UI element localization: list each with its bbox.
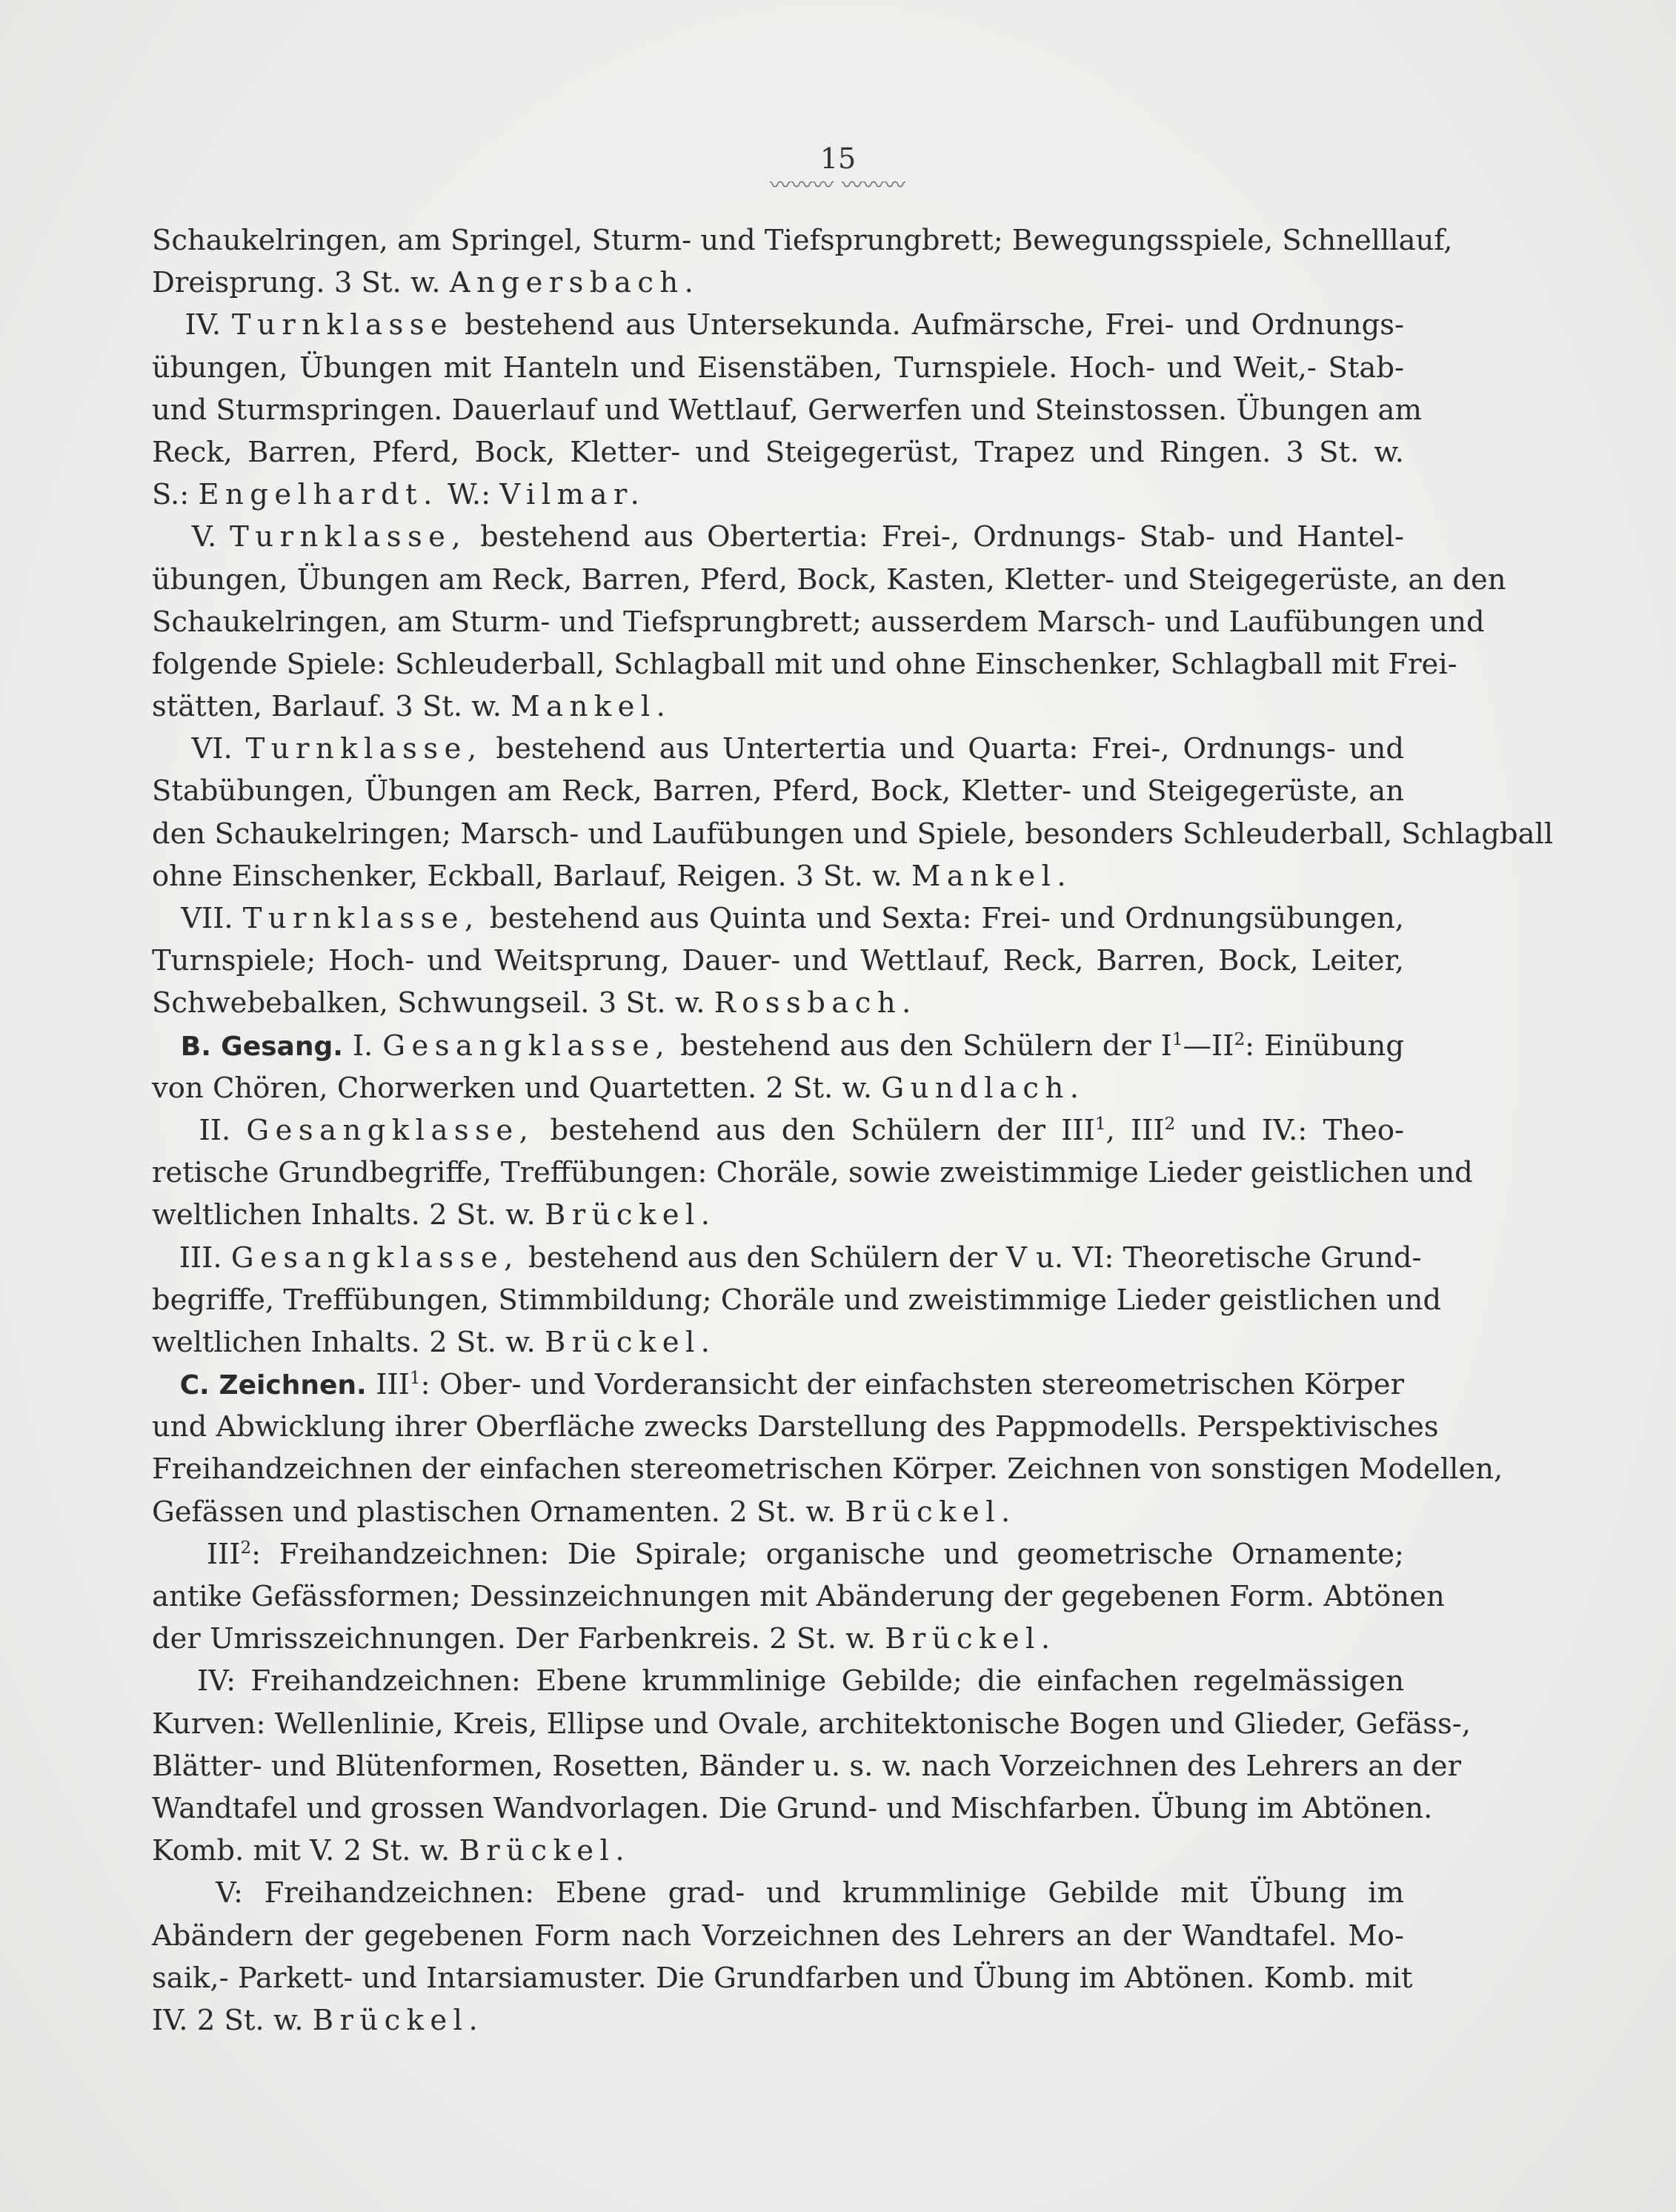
paragraph-zeichnen-iv: IV: Freihandzeichnen: Ebene krummlinige Gebilde; die einfachen regelmässigen xyxy=(196,1664,1405,1698)
text-line: Stabübungen, Übungen am Reck, Barren, Pferd, Bock, Kletter- und Steigegerüste, an xyxy=(152,774,1404,808)
text-line: Schaukelringen, am Springel, Sturm- und Tiefsprungbrett; Bewegungsspiele, Schnelllauf, xyxy=(152,224,1453,257)
teacher-name: Rossbach. xyxy=(714,986,917,1020)
teacher-name: Vilmar. xyxy=(499,478,646,512)
paragraph-turnklasse-v: V. Turnklasse, bestehend aus Obertertia: Frei-, Ordnungs- Stab- und Hantel- xyxy=(191,520,1404,554)
text-line: Reck, Barren, Pferd, Bock, Kletter- und Steigegerüst, Trapez und Ringen. 3 St. w. xyxy=(152,435,1404,469)
teacher-name: Gundlach. xyxy=(881,1071,1085,1105)
text-line: übungen, Übungen mit Hanteln und Eisenstäben, Turnspiele. Hoch- und Weit,- Stab- xyxy=(152,351,1404,385)
text-line: übungen, Übungen am Reck, Barren, Pferd, Bock, Kasten, Kletter- und Steigegerüste, an den xyxy=(152,562,1506,597)
text-line: Schaukelringen, am Sturm- und Tiefsprungbrett; ausserdem Marsch- und Laufübungen und xyxy=(152,605,1485,639)
page-number: 15 xyxy=(819,142,857,175)
teacher-name: Mankel. xyxy=(911,859,1073,893)
teacher-name: Brückel. xyxy=(459,1834,631,1868)
teacher-name: Brückel. xyxy=(885,1622,1057,1656)
text-line: und Sturmspringen. Dauerlauf und Wettlauf, Gerwerfen und Steinstossen. Übungen am xyxy=(152,393,1423,427)
paragraph-zeichnen-v: V: Freihandzeichnen: Ebene grad- und krummlinige Gebilde mit Übung im xyxy=(216,1876,1405,1910)
teacher-name: Brückel. xyxy=(545,1325,716,1359)
text-line: Abändern der gegebenen Form nach Vorzeichnen des Lehrers an der Wandtafel. Mo- xyxy=(152,1919,1404,1953)
teacher-name: Engelhardt. xyxy=(198,478,439,512)
text-line: retische Grundbegriffe, Treffübungen: Choräle, sowie zweistimmige Lieder geistlichen und xyxy=(152,1156,1473,1190)
text-line: IV. 2 St. w. Brückel. xyxy=(152,2003,485,2037)
paragraph-gesangklasse-iii: III. Gesangklasse, bestehend aus den Schülern der V u. VI: Theoretische Grund- xyxy=(179,1240,1422,1275)
text-line: Gefässen und plastischen Ornamenten. 2 St. w. Brückel. xyxy=(152,1495,1017,1529)
teacher-name: Mankel. xyxy=(511,690,672,724)
text-line: folgende Spiele: Schleuderball, Schlagball mit und ohne Einschenker, Schlagball mit Frei- xyxy=(152,647,1457,681)
text-line: der Umrisszeichnungen. Der Farbenkreis. 2 St. w. Brückel. xyxy=(152,1622,1057,1656)
text-line: Wandtafel und grossen Wandvorlagen. Die Grund- und Mischfarben. Übung im Abtönen. xyxy=(152,1791,1433,1825)
text-line: stätten, Barlauf. 3 St. w. Mankel. xyxy=(152,690,672,724)
paragraph-turnklasse-vi: VI. Turnklasse, bestehend aus Untertertia und Quarta: Frei-, Ordnungs- und xyxy=(191,732,1404,766)
text-line: antike Gefässformen; Dessinzeichnungen mit Abänderung der gegebenen Form. Abtönen xyxy=(152,1580,1445,1613)
teacher-name: Angersbach. xyxy=(449,266,700,300)
body-text xyxy=(152,219,1554,2042)
text-line: Dreisprung. 3 St. w. Angersbach. xyxy=(152,266,700,300)
section-heading: C. Zeichnen. xyxy=(179,1370,367,1401)
text-line: Kurven: Wellenlinie, Kreis, Ellipse und Ovale, architektonische Bogen und Glieder, Gefäss-, xyxy=(152,1707,1472,1741)
text-line: Schwebebalken, Schwungseil. 3 St. w. Rossbach. xyxy=(152,986,917,1020)
text-line: Blätter- und Blütenformen, Rosetten, Bänder u. s. w. nach Vorzeichnen des Lehrers an der xyxy=(152,1749,1461,1783)
teacher-name: Brückel. xyxy=(845,1495,1017,1529)
section-heading: B. Gesang. xyxy=(180,1031,343,1062)
paragraph-turnklasse-vii: VII. Turnklasse, bestehend aus Quinta und Sexta: Frei- und Ordnungsübungen, xyxy=(181,902,1404,935)
text-line: S.: Engelhardt. W.: Vilmar. xyxy=(152,478,646,512)
ornament-divider: 〰〰〰 〰〰〰 xyxy=(770,173,906,197)
paragraph-gesangklasse-ii: II. Gesangklasse, bestehend aus den Schülern der III$^1$, III$^2$ und IV.: Theo- xyxy=(199,1113,1405,1147)
paragraph-turnklasse-iv: IV. Turnklasse bestehend aus Untersekunda. Aufmärsche, Frei- und Ordnungs- xyxy=(184,308,1404,342)
text-line: und Abwicklung ihrer Oberfläche zwecks Darstellung des Pappmodells. Perspektivisches xyxy=(152,1410,1439,1444)
teacher-name: Brückel. xyxy=(545,1198,716,1232)
section-gesang: B. Gesang. I. Gesangklasse, bestehend aus den Schülern der $I^1—II^2$: Einübung xyxy=(180,1029,1404,1063)
text-line: ohne Einschenker, Eckball, Barlauf, Reigen. 3 St. w. Mankel. xyxy=(152,859,1073,893)
text-line: Turnspiele; Hoch- und Weitsprung, Dauer- und Wettlauf, Reck, Barren, Bock, Leiter, xyxy=(152,944,1404,978)
text-line: weltlichen Inhalts. 2 St. w. Brückel. xyxy=(152,1325,716,1359)
paragraph-zeichnen-iii2: III$^2$: Freihandzeichnen: Die Spirale; organische und geometrische Ornamente; xyxy=(206,1537,1404,1571)
text-line: saik,- Parkett- und Intarsiamuster. Die Grundfarben und Übung im Abtönen. Komb. mit xyxy=(152,1961,1413,1995)
text-line: Komb. mit V. 2 St. w. Brückel. xyxy=(152,1834,631,1868)
text-line: begriffe, Treffübungen, Stimmbildung; Choräle und zweistimmige Lieder geistlichen und xyxy=(152,1283,1442,1317)
text-line: weltlichen Inhalts. 2 St. w. Brückel. xyxy=(152,1198,716,1232)
text-line: Freihandzeichnen der einfachen stereometrischen Körper. Zeichnen von sonstigen Modellen, xyxy=(152,1452,1503,1487)
text-line: den Schaukelringen; Marsch- und Laufübungen und Spiele, besonders Schleuderball, Schlagball xyxy=(152,817,1554,851)
teacher-name: Brückel. xyxy=(312,2003,485,2037)
text-line: von Chören, Chorwerken und Quartetten. 2 St. w. Gundlach. xyxy=(152,1071,1085,1105)
section-zeichnen: C. Zeichnen. III$^1$: Ober- und Vorderansicht der einfachsten stereometrischen Körper xyxy=(179,1368,1404,1402)
